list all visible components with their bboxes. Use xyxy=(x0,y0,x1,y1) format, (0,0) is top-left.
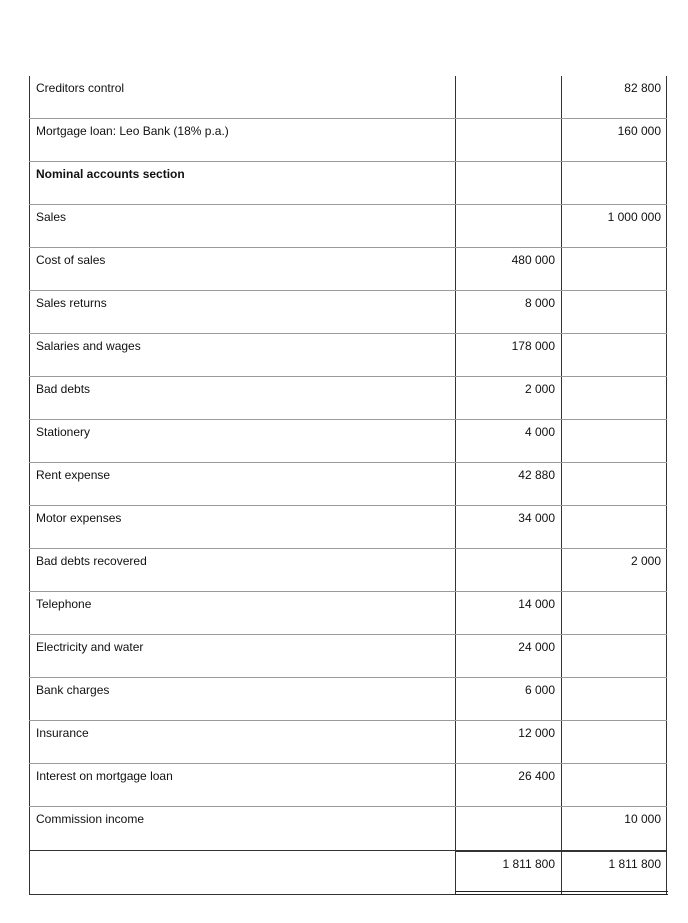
account-name-cell: Interest on mortgage loan xyxy=(29,764,455,806)
table-row xyxy=(29,420,667,463)
table-row xyxy=(29,248,667,291)
account-name-cell: Telephone xyxy=(29,592,455,634)
debit-cell xyxy=(455,807,561,850)
account-name-cell: Sales xyxy=(29,205,455,247)
table-row xyxy=(29,678,667,721)
table-row xyxy=(29,721,667,764)
credit-cell xyxy=(561,764,667,806)
credit-cell xyxy=(561,678,667,720)
account-name-cell: Stationery xyxy=(29,420,455,462)
account-name-cell: Salaries and wages xyxy=(29,334,455,376)
debit-cell: 14 000 xyxy=(455,592,561,634)
account-name-cell: Bad debts recovered xyxy=(29,549,455,591)
table-row xyxy=(29,205,667,248)
debit-cell: 178 000 xyxy=(455,334,561,376)
total-credit: 1 811 800 xyxy=(561,851,667,894)
credit-cell xyxy=(561,506,667,548)
debit-cell: 6 000 xyxy=(455,678,561,720)
credit-cell xyxy=(561,291,667,333)
table-row xyxy=(29,119,667,162)
credit-cell xyxy=(561,592,667,634)
debit-cell xyxy=(455,205,561,247)
trial-balance-table xyxy=(29,76,667,895)
account-name-cell: Commission income xyxy=(29,807,455,850)
debit-cell: 4 000 xyxy=(455,420,561,462)
account-name-cell: Rent expense xyxy=(29,463,455,505)
account-name-cell: Motor expenses xyxy=(29,506,455,548)
table-row xyxy=(29,377,667,420)
table-row xyxy=(29,291,667,334)
debit-cell xyxy=(455,119,561,161)
credit-cell: 2 000 xyxy=(561,549,667,591)
table-row xyxy=(29,807,667,851)
account-name-cell: Cost of sales xyxy=(29,248,455,290)
table-row xyxy=(29,549,667,592)
credit-cell xyxy=(561,721,667,763)
debit-cell: 12 000 xyxy=(455,721,561,763)
account-name-cell: Electricity and water xyxy=(29,635,455,677)
totals-label xyxy=(29,851,455,894)
account-name-cell: Sales returns xyxy=(29,291,455,333)
credit-cell xyxy=(561,377,667,419)
table-row xyxy=(29,592,667,635)
debit-cell: 24 000 xyxy=(455,635,561,677)
credit-cell xyxy=(561,463,667,505)
credit-cell: 10 000 xyxy=(561,807,667,850)
credit-cell: 1 000 000 xyxy=(561,205,667,247)
credit-cell xyxy=(561,248,667,290)
account-name-cell: Creditors control xyxy=(29,76,455,118)
credit-cell: 82 800 xyxy=(561,76,667,118)
credit-cell xyxy=(561,334,667,376)
debit-cell: 42 880 xyxy=(455,463,561,505)
table-row xyxy=(29,334,667,377)
table-row xyxy=(29,162,667,205)
credit-cell xyxy=(561,162,667,204)
account-name-cell: Insurance xyxy=(29,721,455,763)
account-name-cell: Bad debts xyxy=(29,377,455,419)
debit-cell: 8 000 xyxy=(455,291,561,333)
total-debit: 1 811 800 xyxy=(455,851,561,894)
table-row xyxy=(29,764,667,807)
totals-row xyxy=(29,851,667,895)
credit-cell xyxy=(561,635,667,677)
table-row xyxy=(29,463,667,506)
debit-cell xyxy=(455,162,561,204)
table-row xyxy=(29,76,667,119)
credit-cell: 160 000 xyxy=(561,119,667,161)
account-name-cell: Nominal accounts section xyxy=(29,162,455,204)
credit-cell xyxy=(561,420,667,462)
debit-cell: 34 000 xyxy=(455,506,561,548)
table-body xyxy=(29,76,667,851)
account-name-cell: Mortgage loan: Leo Bank (18% p.a.) xyxy=(29,119,455,161)
debit-cell xyxy=(455,549,561,591)
table-row xyxy=(29,635,667,678)
account-name-cell: Bank charges xyxy=(29,678,455,720)
table-row xyxy=(29,506,667,549)
debit-double-underline xyxy=(455,891,562,895)
debit-cell: 26 400 xyxy=(455,764,561,806)
debit-cell: 480 000 xyxy=(455,248,561,290)
debit-cell xyxy=(455,76,561,118)
debit-cell: 2 000 xyxy=(455,377,561,419)
credit-double-underline xyxy=(561,891,668,895)
